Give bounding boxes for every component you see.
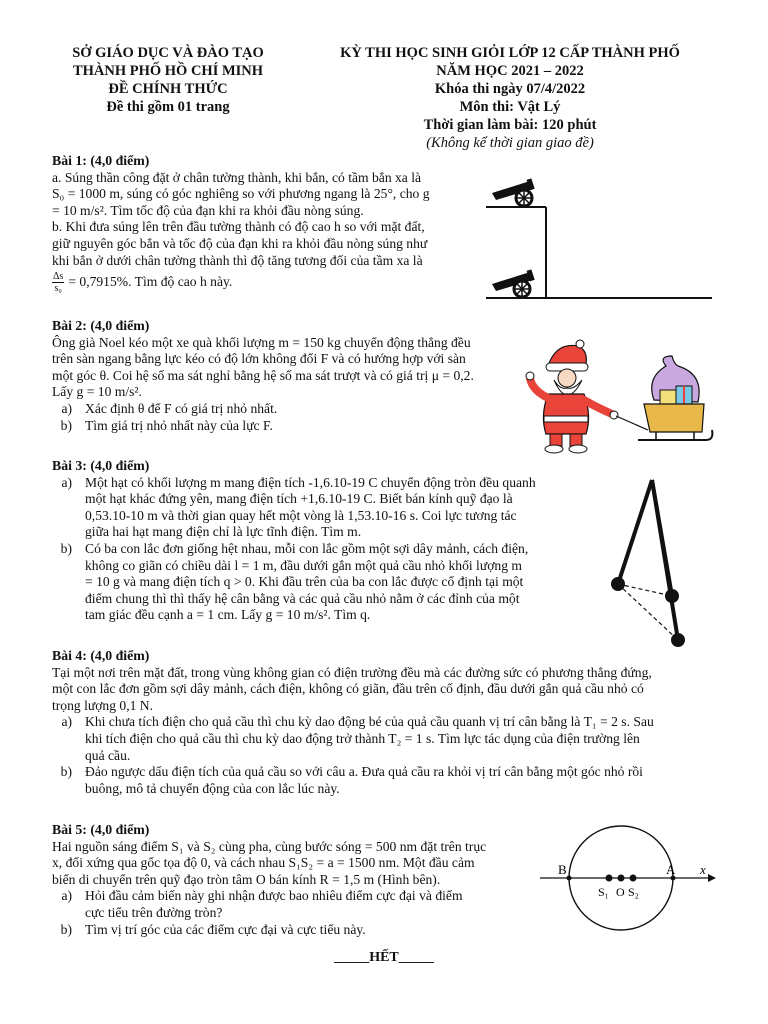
header-official: ĐỀ CHÍNH THỨC	[108, 81, 228, 97]
header-pages: Đề thi gồm 01 trang	[106, 99, 230, 115]
problem-1-title: Bài 1: (4,0 điểm)	[52, 153, 150, 168]
problem-2-item-a: a) Xác định θ để F có giá trị nhỏ nhất.	[61, 400, 278, 416]
label-s1: S₁	[598, 885, 609, 899]
problem-5-item-b: b) Tìm vị trí góc của các điểm cực đại và cực tiểu này.	[60, 921, 366, 937]
circle-sensor-figure	[538, 822, 718, 942]
problem-2-line-2: trên sàn ngang bằng lực kéo có độ lớn không đổi F và có hướng hợp với sàn	[52, 351, 466, 367]
fraction-denominator: s₀	[54, 283, 62, 295]
problem-4	[52, 648, 720, 797]
cannon-wall-figure	[484, 176, 714, 302]
three-pendulum-figure	[604, 476, 714, 646]
pull-rope	[616, 416, 648, 430]
header-exam-title: KỲ THI HỌC SINH GIỎI LỚP 12 CẤP THÀNH PHỐ	[340, 45, 680, 61]
header-note: (Không kể thời gian giao đề)	[426, 135, 594, 151]
santa-sled-figure	[526, 338, 716, 456]
problem-4-line-2: một con lắc đơn gồm sợi dây mảnh, cách điện, không có giãn, đầu trên cố định, đầu dưới gắn quả cầu nhỏ có	[52, 681, 644, 697]
problem-2-line-4: Lấy g = 10 m/s².	[52, 384, 142, 400]
problem-1-b-line-1: b. Khi đưa súng lên trên đầu tường thành có độ cao h so với mặt đất,	[52, 219, 425, 235]
header-date: Khóa thi ngày 07/4/2022	[434, 81, 586, 97]
problem-5-line-2: x, đối xứng qua gốc tọa độ 0, và cách nhau S₁S₂ = a = 1500 nm. Một đầu cảm	[52, 855, 475, 871]
ball-left	[611, 577, 625, 591]
problem-4-item-b: b) Đảo ngược dấu điện tích của quả cầu so với câu a. Đưa quả cầu ra khỏi vị trí cân bằng một góc nhỏ rồi buông, mô tả chuyển động của con lắc lúc này.	[60, 764, 643, 796]
ball-right	[671, 633, 685, 647]
source-s1	[606, 875, 613, 882]
header-duration: Thời gian làm bài: 120 phút	[423, 117, 597, 133]
point-b	[567, 876, 572, 881]
cannon-lower-icon	[492, 269, 535, 297]
problem-1-a-line-3: = 10 m/s². Tìm tốc độ của đạn khi ra khỏi đầu nòng súng.	[52, 202, 364, 218]
problem-1-a-line-2: S₀ = 1000 m, súng có góc nghiêng so với phương ngang là 25°, cho g	[52, 186, 430, 202]
label-a: A	[666, 862, 676, 877]
problem-4-item-a: a) Khi chưa tích điện cho quả cầu thì chu kỳ dao động bé của quả cầu quanh vị trí cân bằng là T₁ = 2 s. Sau khi tích điện cho quả cầu thì chu kỳ dao động trở thành T₂ = 1 s. Tìm lực tác dụng của điện trường lên quả cầu.	[61, 714, 654, 763]
string-left	[618, 480, 652, 584]
header-year: NĂM HỌC 2021 – 2022	[436, 63, 584, 79]
source-s2	[630, 875, 637, 882]
problem-5	[52, 822, 528, 938]
label-s2: S₂	[628, 885, 639, 899]
relative-range-fraction	[52, 271, 64, 294]
x-axis-arrow-icon	[708, 874, 716, 882]
triangle-edge-1	[618, 584, 672, 596]
ball-back	[665, 589, 679, 603]
problem-1-b-line-4	[52, 271, 477, 294]
end-marker: _____HẾT_____	[334, 950, 434, 965]
problem-5-item-a: a) Hỏi đầu cảm biến này ghi nhận được bao nhiêu điểm cực đại và điểm cực tiểu trên đường tròn?	[61, 888, 463, 920]
header-department: SỞ GIÁO DỤC VÀ ĐÀO TẠO	[72, 45, 264, 61]
label-o: O	[616, 885, 625, 899]
header-right	[300, 44, 720, 152]
problem-4-line-1: Tại một nơi trên mặt đất, trong vùng không gian có điện trường đều mà các đường sức có phương thẳng đứng,	[52, 664, 652, 680]
problem-1-b-tail: = 0,7915%. Tìm độ cao h này.	[68, 274, 233, 290]
problem-1-b-line-2: giữ nguyên góc bắn và tốc độ của đạn khi ra khỏi đầu nòng súng như	[52, 235, 428, 251]
problem-3-title: Bài 3: (4,0 điểm)	[52, 458, 150, 473]
problem-1-b-line-3: khi bắn ở dưới chân tường thành thì độ tăng tương đối của tầm xa là	[52, 252, 423, 268]
problem-3-item-b: b) Có ba con lắc đơn giống hệt nhau, mỗi con lắc gồm một sợi dây mảnh, cách điện, không co giãn có chiều dài l = 1 m, đầu dưới gắn một quả cầu nhỏ khối lượng m = 10 g và mang điện tích q > 0. Khi đầu trên của ba con lắc được cố định tại một điểm chung thì thì thấy hệ cân bằng và các quả cầu nhỏ nằm ở các đỉnh của một tam giác đều cạnh a = 1 cm. Lấy g = 10 m/s². Tìm q.	[60, 540, 529, 623]
header-left	[48, 44, 288, 116]
label-x: x	[700, 862, 706, 877]
problem-4-title: Bài 4: (4,0 điểm)	[52, 648, 150, 663]
problem-2-item-b: b) Tìm giá trị nhỏ nhất này của lực F.	[60, 417, 273, 433]
problem-3-item-a: a) Một hạt có khối lượng m mang điện tích -1,6.10-19 C chuyển động tròn đều quanh một hạt khác đứng yên, mang điện tích +1,6.10-19 C. Biết bán kính quỹ đạo là 0,53.10-10 m và thời gian quay hết một vòng là 1,53.10-16 s. Coi lực tương tác giữa hai hạt mang điện chỉ là lực tĩnh điện. Tìm m.	[61, 474, 536, 540]
origin-o	[618, 875, 625, 882]
problem-4-line-3: trọng lượng 0,1 N.	[52, 697, 154, 713]
label-b: B	[558, 862, 567, 877]
fraction-numerator: Δs	[53, 271, 64, 283]
problem-2-line-3: một góc θ. Coi hệ số ma sát nghỉ bằng hệ số ma sát trượt và có giá trị μ = 0,2.	[52, 367, 474, 383]
header-subject: Môn thi: Vật Lý	[459, 99, 561, 115]
santa-icon	[526, 340, 618, 453]
problem-2-title: Bài 2: (4,0 điểm)	[52, 318, 150, 333]
problem-2-line-1: Ông già Noel kéo một xe quà khối lượng m = 150 kg chuyển động thẳng đều	[52, 334, 471, 350]
problem-2	[52, 318, 518, 434]
header-city: THÀNH PHỐ HỒ CHÍ MINH	[72, 63, 264, 79]
cannon-upper-icon	[492, 178, 535, 206]
problem-3	[52, 458, 592, 624]
problem-1-a-line-1: a. Súng thần công đặt ở chân tường thành, khi bắn, có tầm bắn xa là	[52, 169, 422, 185]
problem-1	[52, 153, 477, 294]
problem-5-title: Bài 5: (4,0 điểm)	[52, 822, 150, 837]
string-right	[652, 480, 678, 640]
problem-5-line-3: biến di chuyển trên quỹ đạo tròn tâm O bán kính R = 1,5 m (Hình bên).	[52, 871, 441, 887]
gift-sled-icon	[638, 356, 712, 440]
problem-5-line-1: Hai nguồn sáng điểm S₁ và S₂ cùng pha, cùng bước sóng = 500 nm đặt trên trục	[52, 838, 487, 854]
